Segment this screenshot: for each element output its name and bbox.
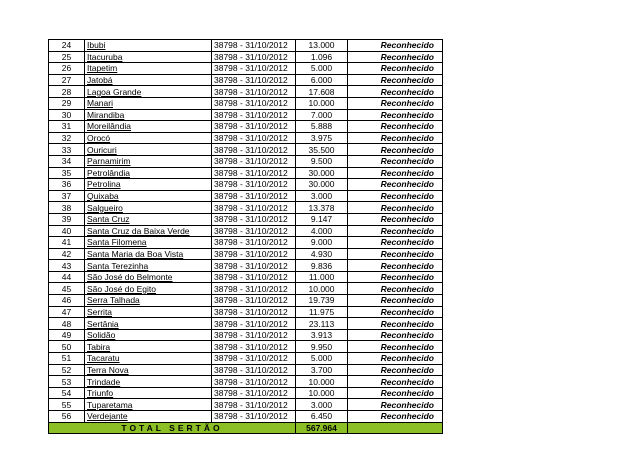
status-label: Reconhecido [348, 179, 443, 191]
municipality-name: Santa Terezinha [85, 260, 212, 272]
municipality-name: Ouricuri [85, 144, 212, 156]
status-label: Reconhecido [348, 155, 443, 167]
table-row [49, 260, 443, 272]
amount-value: 10.000 [296, 283, 348, 295]
status-label: Reconhecido [348, 109, 443, 121]
row-number: 33 [49, 144, 85, 156]
decree-date: 38798 - 31/10/2012 [212, 97, 296, 109]
row-number: 40 [49, 225, 85, 237]
decree-date: 38798 - 31/10/2012 [212, 74, 296, 86]
table-row [49, 364, 443, 376]
municipality-name: Solidão [85, 329, 212, 341]
table-row [49, 51, 443, 63]
status-label: Reconhecido [348, 74, 443, 86]
amount-value: 11.000 [296, 271, 348, 283]
decree-date: 38798 - 31/10/2012 [212, 411, 296, 423]
status-label: Reconhecido [348, 295, 443, 307]
table-row [49, 167, 443, 179]
amount-value: 10.000 [296, 376, 348, 388]
amount-value: 13.000 [296, 40, 348, 52]
status-label: Reconhecido [348, 213, 443, 225]
total-empty-cell [348, 422, 443, 434]
decree-date: 38798 - 31/10/2012 [212, 121, 296, 133]
row-number: 29 [49, 97, 85, 109]
amount-value: 3.000 [296, 399, 348, 411]
row-number: 24 [49, 40, 85, 52]
decree-date: 38798 - 31/10/2012 [212, 86, 296, 98]
table-row [49, 387, 443, 399]
decree-date: 38798 - 31/10/2012 [212, 225, 296, 237]
decree-date: 38798 - 31/10/2012 [212, 167, 296, 179]
amount-value: 9.836 [296, 260, 348, 272]
row-number: 27 [49, 74, 85, 86]
row-number: 47 [49, 306, 85, 318]
status-label: Reconhecido [348, 248, 443, 260]
status-label: Reconhecido [348, 318, 443, 330]
municipality-name: Orocó [85, 132, 212, 144]
amount-value: 10.000 [296, 387, 348, 399]
municipality-name: Petrolina [85, 179, 212, 191]
decree-date: 38798 - 31/10/2012 [212, 353, 296, 365]
decree-date: 38798 - 31/10/2012 [212, 213, 296, 225]
status-label: Reconhecido [348, 225, 443, 237]
status-label: Reconhecido [348, 387, 443, 399]
decree-date: 38798 - 31/10/2012 [212, 399, 296, 411]
municipality-name: Santa Maria da Boa Vista [85, 248, 212, 260]
amount-value: 9.500 [296, 155, 348, 167]
decree-date: 38798 - 31/10/2012 [212, 155, 296, 167]
status-label: Reconhecido [348, 237, 443, 249]
row-number: 25 [49, 51, 85, 63]
decree-date: 38798 - 31/10/2012 [212, 144, 296, 156]
status-label: Reconhecido [348, 190, 443, 202]
table-row [49, 109, 443, 121]
decree-date: 38798 - 31/10/2012 [212, 237, 296, 249]
amount-value: 4.000 [296, 225, 348, 237]
status-label: Reconhecido [348, 260, 443, 272]
row-number: 45 [49, 283, 85, 295]
decree-date: 38798 - 31/10/2012 [212, 202, 296, 214]
municipality-name: Mirandiba [85, 109, 212, 121]
row-number: 32 [49, 132, 85, 144]
status-label: Reconhecido [348, 86, 443, 98]
status-label: Reconhecido [348, 51, 443, 63]
amount-value: 1.096 [296, 51, 348, 63]
decree-date: 38798 - 31/10/2012 [212, 132, 296, 144]
table-row [49, 155, 443, 167]
table-row [49, 353, 443, 365]
row-number: 42 [49, 248, 85, 260]
amount-value: 9.000 [296, 237, 348, 249]
amount-value: 19.739 [296, 295, 348, 307]
row-number: 43 [49, 260, 85, 272]
amount-value: 3.913 [296, 329, 348, 341]
decree-date: 38798 - 31/10/2012 [212, 109, 296, 121]
decree-date: 38798 - 31/10/2012 [212, 260, 296, 272]
amount-value: 10.000 [296, 97, 348, 109]
row-number: 36 [49, 179, 85, 191]
amount-value: 7.000 [296, 109, 348, 121]
amount-value: 6.450 [296, 411, 348, 423]
table-row [49, 179, 443, 191]
row-number: 37 [49, 190, 85, 202]
amount-value: 3.700 [296, 364, 348, 376]
table-row [49, 295, 443, 307]
decree-date: 38798 - 31/10/2012 [212, 376, 296, 388]
municipality-name: Quixaba [85, 190, 212, 202]
municipality-name: Tabira [85, 341, 212, 353]
table-row [49, 144, 443, 156]
table-row [49, 63, 443, 75]
table-row [49, 329, 443, 341]
municipality-name: Trindade [85, 376, 212, 388]
amount-value: 5.000 [296, 353, 348, 365]
amount-value: 13.378 [296, 202, 348, 214]
table-row [49, 237, 443, 249]
municipality-name: Santa Filomena [85, 237, 212, 249]
municipality-name: Itacuruba [85, 51, 212, 63]
table-row [49, 213, 443, 225]
amount-value: 6.000 [296, 74, 348, 86]
amount-value: 3.975 [296, 132, 348, 144]
status-label: Reconhecido [348, 97, 443, 109]
municipality-name: Serra Talhada [85, 295, 212, 307]
row-number: 34 [49, 155, 85, 167]
municipality-name: Terra Nova [85, 364, 212, 376]
decree-date: 38798 - 31/10/2012 [212, 190, 296, 202]
decree-date: 38798 - 31/10/2012 [212, 51, 296, 63]
municipality-name: Salgueiro [85, 202, 212, 214]
table-row [49, 225, 443, 237]
municipality-name: Ibubi [85, 40, 212, 52]
row-number: 26 [49, 63, 85, 75]
amount-value: 4.930 [296, 248, 348, 260]
municipality-name: São José do Egito [85, 283, 212, 295]
table-row [49, 341, 443, 353]
table-row [49, 399, 443, 411]
municipality-name: Manari [85, 97, 212, 109]
amount-value: 9.147 [296, 213, 348, 225]
municipality-name: Sertânia [85, 318, 212, 330]
row-number: 35 [49, 167, 85, 179]
municipality-name: Itapetim [85, 63, 212, 75]
row-number: 50 [49, 341, 85, 353]
total-value: 567.964 [296, 422, 348, 434]
status-label: Reconhecido [348, 121, 443, 133]
municipality-name: Tacaratu [85, 353, 212, 365]
amount-value: 9.950 [296, 341, 348, 353]
row-number: 28 [49, 86, 85, 98]
table-row [49, 248, 443, 260]
amount-value: 3.000 [296, 190, 348, 202]
row-number: 52 [49, 364, 85, 376]
municipality-name: Lagoa Grande [85, 86, 212, 98]
status-label: Reconhecido [348, 63, 443, 75]
table-body [49, 40, 443, 423]
decree-date: 38798 - 31/10/2012 [212, 318, 296, 330]
decree-date: 38798 - 31/10/2012 [212, 63, 296, 75]
status-label: Reconhecido [348, 329, 443, 341]
table-row [49, 283, 443, 295]
municipality-name: São José do Belmonte [85, 271, 212, 283]
decree-date: 38798 - 31/10/2012 [212, 248, 296, 260]
municipality-name: Parnamirim [85, 155, 212, 167]
decree-date: 38798 - 31/10/2012 [212, 40, 296, 52]
status-label: Reconhecido [348, 40, 443, 52]
decree-date: 38798 - 31/10/2012 [212, 387, 296, 399]
status-label: Reconhecido [348, 306, 443, 318]
row-number: 44 [49, 271, 85, 283]
municipality-name: Santa Cruz da Baixa Verde [85, 225, 212, 237]
table-row [49, 318, 443, 330]
row-number: 56 [49, 411, 85, 423]
row-number: 55 [49, 399, 85, 411]
row-number: 31 [49, 121, 85, 133]
status-label: Reconhecido [348, 271, 443, 283]
amount-value: 17.608 [296, 86, 348, 98]
spreadsheet-table [48, 39, 443, 434]
status-label: Reconhecido [348, 353, 443, 365]
table-row [49, 190, 443, 202]
table-row [49, 202, 443, 214]
status-label: Reconhecido [348, 411, 443, 423]
municipality-name: Petrolândia [85, 167, 212, 179]
amount-value: 5.000 [296, 63, 348, 75]
total-row [49, 422, 443, 434]
table-row [49, 74, 443, 86]
status-label: Reconhecido [348, 132, 443, 144]
amount-value: 5.888 [296, 121, 348, 133]
row-number: 49 [49, 329, 85, 341]
table-row [49, 121, 443, 133]
decree-date: 38798 - 31/10/2012 [212, 295, 296, 307]
status-label: Reconhecido [348, 144, 443, 156]
row-number: 48 [49, 318, 85, 330]
row-number: 39 [49, 213, 85, 225]
table-row [49, 40, 443, 52]
municipality-name: Verdejante [85, 411, 212, 423]
municipality-name: Tuparetama [85, 399, 212, 411]
amount-value: 35.500 [296, 144, 348, 156]
decree-date: 38798 - 31/10/2012 [212, 306, 296, 318]
decree-date: 38798 - 31/10/2012 [212, 271, 296, 283]
decree-date: 38798 - 31/10/2012 [212, 179, 296, 191]
row-number: 54 [49, 387, 85, 399]
row-number: 30 [49, 109, 85, 121]
total-label: TOTAL SERTÃO [49, 422, 296, 434]
decree-date: 38798 - 31/10/2012 [212, 283, 296, 295]
table-row [49, 86, 443, 98]
decree-date: 38798 - 31/10/2012 [212, 341, 296, 353]
amount-value: 30.000 [296, 167, 348, 179]
amount-value: 30.000 [296, 179, 348, 191]
municipality-name: Triunfo [85, 387, 212, 399]
municipality-name: Serrita [85, 306, 212, 318]
table-row [49, 132, 443, 144]
status-label: Reconhecido [348, 167, 443, 179]
row-number: 46 [49, 295, 85, 307]
status-label: Reconhecido [348, 399, 443, 411]
status-label: Reconhecido [348, 283, 443, 295]
municipality-name: Jatobá [85, 74, 212, 86]
decree-date: 38798 - 31/10/2012 [212, 364, 296, 376]
table-row [49, 306, 443, 318]
status-label: Reconhecido [348, 364, 443, 376]
municipality-name: Moreilândia [85, 121, 212, 133]
amount-value: 11.975 [296, 306, 348, 318]
row-number: 51 [49, 353, 85, 365]
municipality-name: Santa Cruz [85, 213, 212, 225]
row-number: 53 [49, 376, 85, 388]
amount-value: 23.113 [296, 318, 348, 330]
status-label: Reconhecido [348, 202, 443, 214]
table-row [49, 376, 443, 388]
table-row [49, 271, 443, 283]
row-number: 41 [49, 237, 85, 249]
status-label: Reconhecido [348, 376, 443, 388]
table-row [49, 411, 443, 423]
table-row [49, 97, 443, 109]
row-number: 38 [49, 202, 85, 214]
status-label: Reconhecido [348, 341, 443, 353]
decree-date: 38798 - 31/10/2012 [212, 329, 296, 341]
